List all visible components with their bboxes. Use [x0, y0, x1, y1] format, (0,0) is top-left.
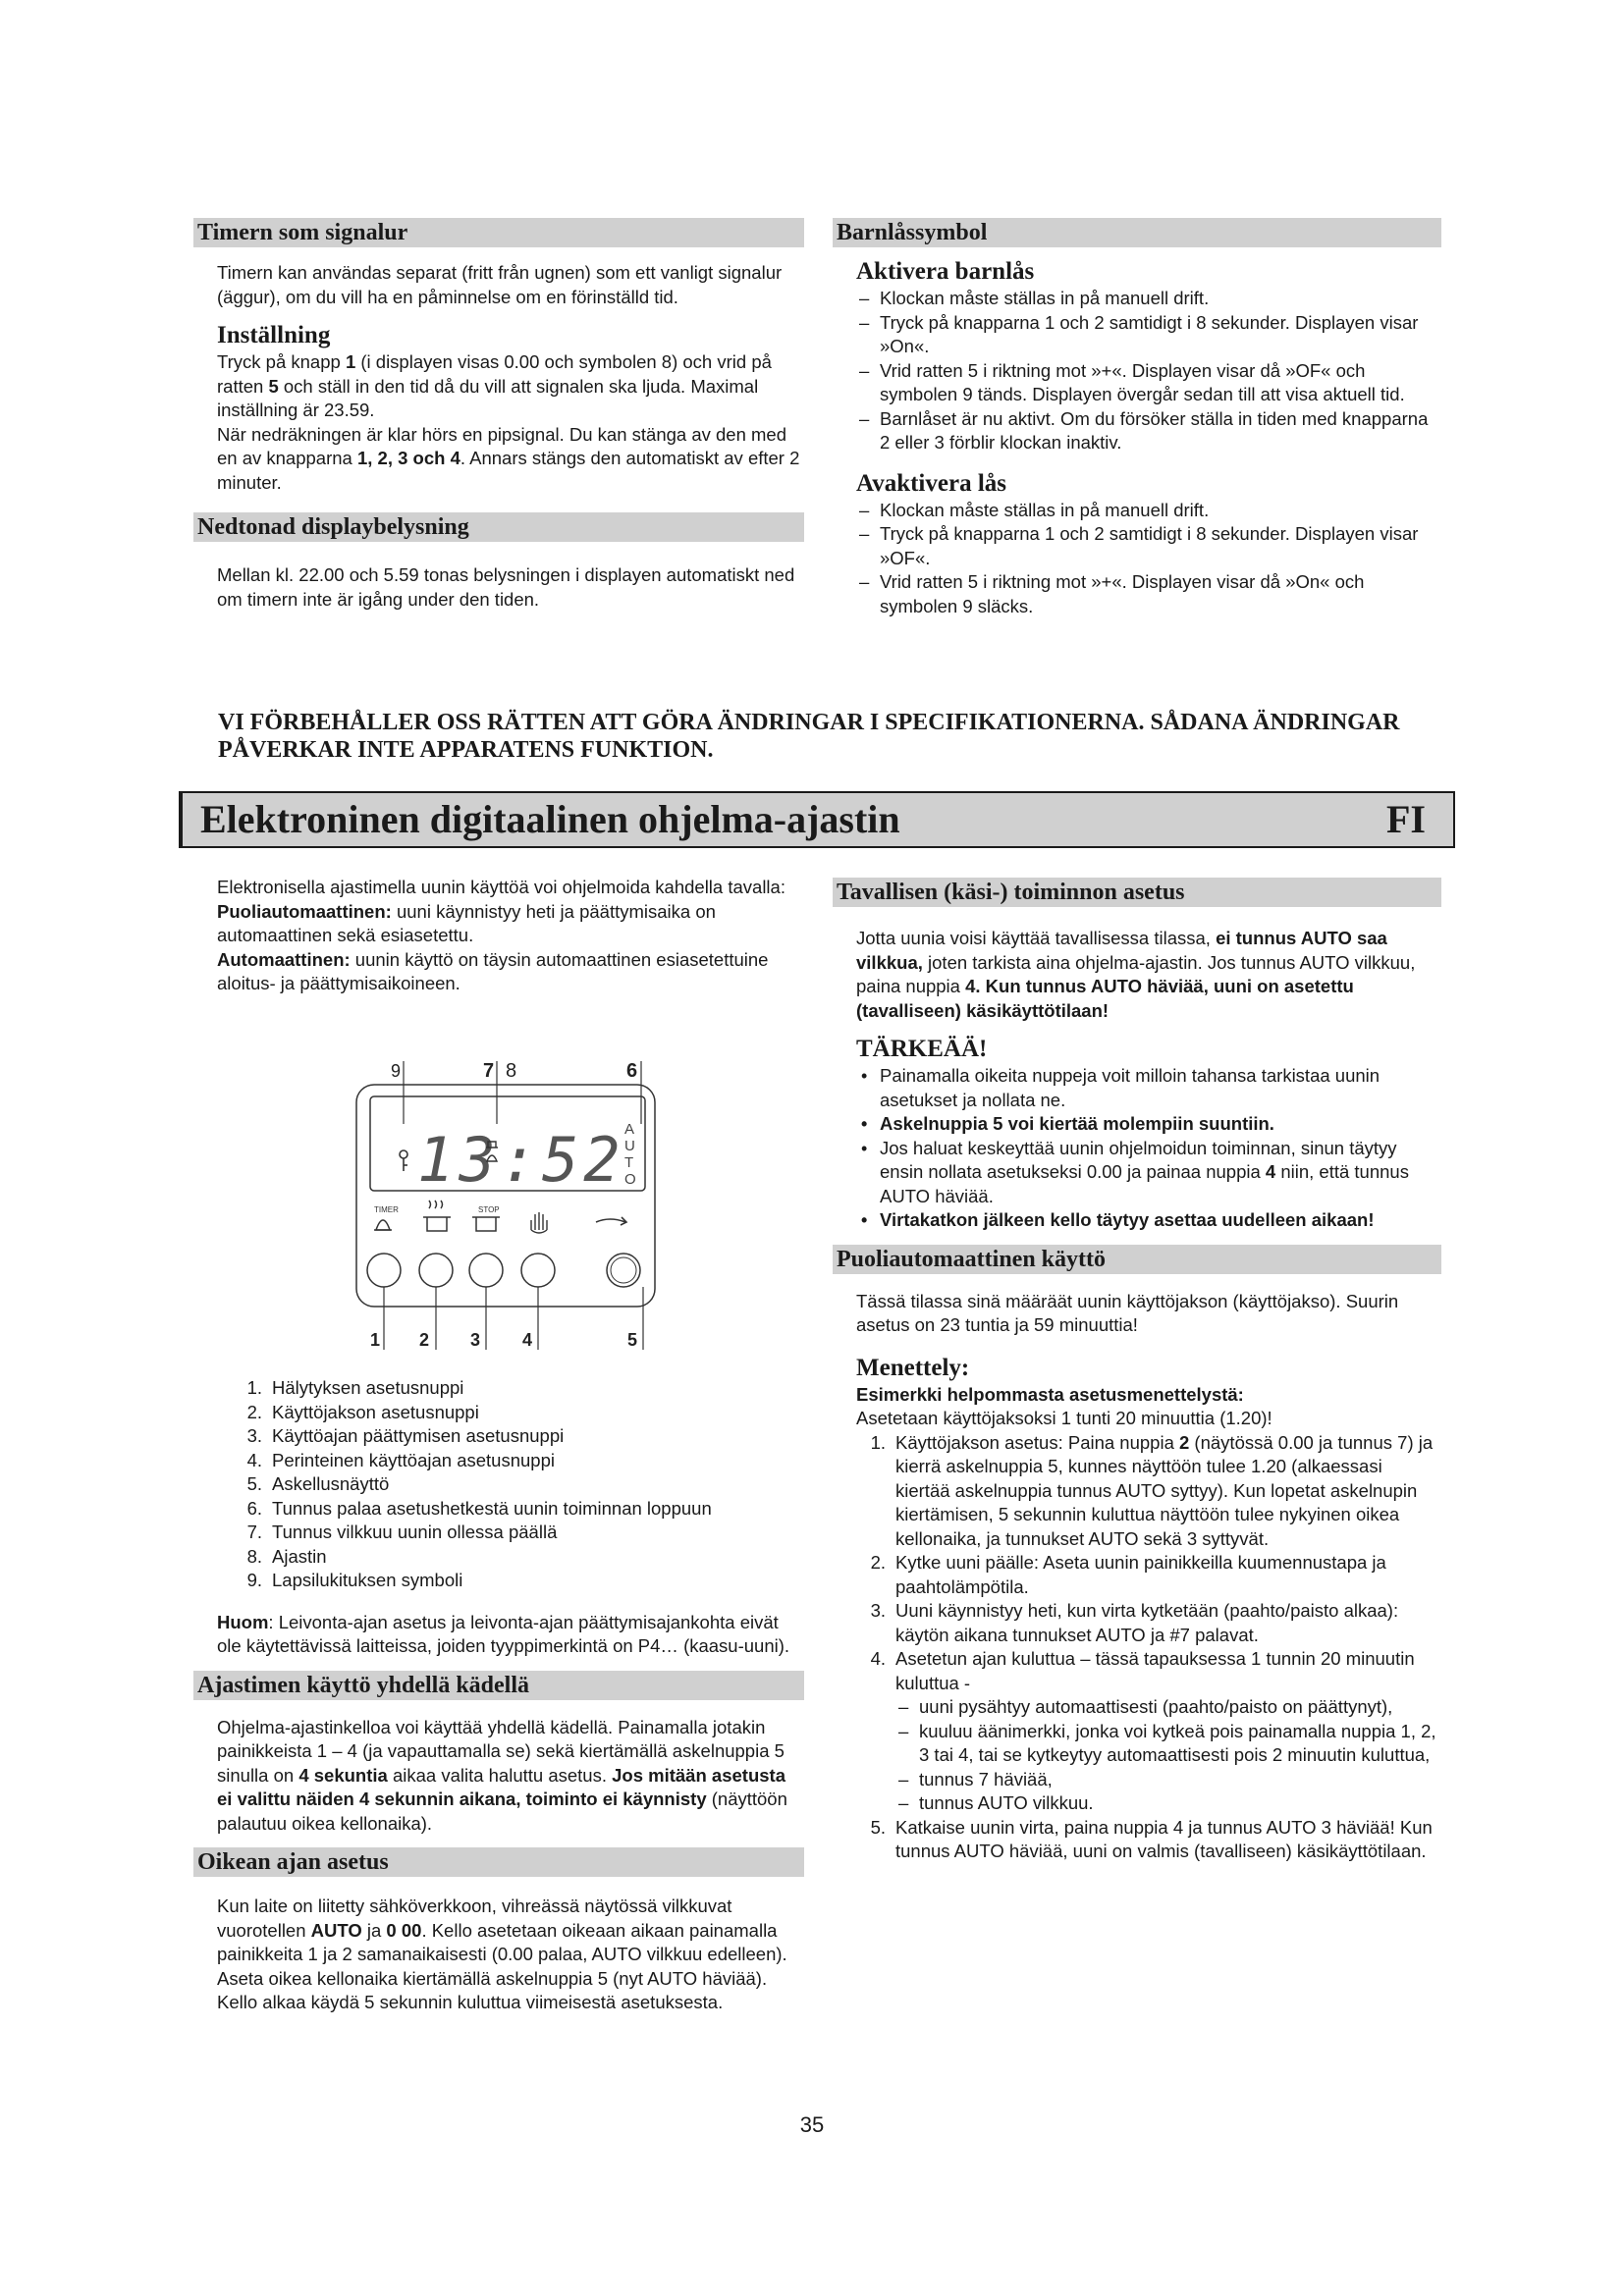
important-item: • Jos haluat keskeyttää uunin ohjelmoidun toiminnan, sinun täytyy ensin nollata asetukseksi 0.00 ja painaa nuppia 4 niin, että tunnus AUTO häviää. — [856, 1137, 1441, 1209]
setting-paragraph-1: Tryck på knapp 1 (i displayen visas 0.00 och symbolen 8) och vrid på ratten 5 och ställ in den tid då du vill att signalen ska ljuda. Maximal inställning är 23.59. — [217, 351, 772, 420]
diagram-label-2: 2 — [419, 1330, 430, 1350]
step4-subitem: – uuni pysähtyy automaattisesti (paahto/paisto on päättynyt), — [895, 1695, 1441, 1720]
control-panel-diagram — [349, 1055, 663, 1360]
manual-text: Jotta uunia voisi käyttää tavallisessa tilassa, ei tunnus AUTO saa vilkkua, joten tarkista aina ohjelma-ajastin. Jos tunnus AUTO vilkkuu, paina nuppia 4. Kun tunnus AUTO häviää, uuni on asetettu (tavalliseen) käsikäyttötilaan! — [856, 928, 1416, 1021]
activate-item: – Tryck på knapparna 1 och 2 samtidigt i 8 sekunder. Displayen visar »On«. — [856, 311, 1441, 359]
auto-letter: U — [624, 1138, 635, 1154]
key-icon — [400, 1150, 407, 1171]
specification-notice: VI FÖRBEHÅLLER OSS RÄTTEN ATT GÖRA ÄNDRINGAR I SPECIFIKATIONERNA. SÅDANA ÄNDRINGAR PÅVERKAR INTE APPARATENS FUNKTION. — [218, 710, 1400, 763]
section-heading-dimmed: Nedtonad displaybelysning — [193, 512, 804, 542]
sv-left-column — [193, 218, 804, 612]
activate-item: – Barnlåset är nu aktivt. Om du försöker ställa in tiden med knapparna 2 eller 3 förblir klockan inaktiv. — [856, 407, 1441, 455]
step4-subitem: – tunnus AUTO vilkkuu. — [895, 1791, 1441, 1816]
display-time: 13:52 — [417, 1124, 625, 1196]
legend-item: 3. Käyttöajan päättymisen asetusnuppi — [246, 1425, 565, 1446]
step-item: 4. Asetetun ajan kuluttua – tässä tapauksessa 1 tunnin 20 minuutin kuluttua - — [870, 1648, 1415, 1693]
step-item: 1. Käyttöjakson asetus: Paina nuppia 2 (näytössä 0.00 ja tunnus 7) ja kierrä askelnuppia 5, kunnes näyttöön tulee 1.20 (alkaessasi kiertää askelnuppia tunnus AUTO syttyy). Kun lopetat askelnupin kiertämisen, 5 sekunnin kuluttua näyttöön tulee nykyinen oikea kellonaika, ja tunnukset AUTO sekä 3 syttyvät. — [870, 1431, 1434, 1549]
timer-intro: Timern kan användas separat (fritt från ugnen) som ett vanligt signalur (äggur), om du vill ha en påminnelse om en förinställd tid. — [217, 262, 783, 307]
deactivate-item: – Tryck på knapparna 1 och 2 samtidigt i 8 sekunder. Displayen visar »OF«. — [856, 522, 1441, 570]
fi-intro-semi: Puoliautomaattinen: uuni käynnistyy heti ja päättymisaika on automaattinen sekä esiasetettu. — [217, 900, 716, 945]
page-number: 35 — [799, 2112, 825, 2137]
deactivate-heading: Avaktivera lås — [856, 469, 1006, 497]
section-heading-correcttime: Oikean ajan asetus — [193, 1847, 804, 1877]
legend-item: 6. Tunnus palaa asetushetkestä uunin toiminnan loppuun — [246, 1497, 712, 1519]
legend-item: 2. Käyttöjakson asetusnuppi — [246, 1401, 479, 1422]
alarm-bell-icon — [374, 1220, 392, 1230]
legend-item: 4. Perinteinen käyttöajan asetusnuppi — [246, 1449, 555, 1470]
correcttime-text: Kun laite on liitetty sähköverkkoon, vihreässä näytössä vilkkuvat vuorotellen AUTO ja 0 00. Kello asetetaan oikeaan aikaan painamalla painikkeita 1 ja 2 samanaikaisesti (0.00 palaa, AUTO vilkkuu edelleen). Aseta oikea kellonaika kiertämällä askelnuppia 5 (nyt AUTO häviää). Kello alkaa käydä 5 sekunnin kuluttua viimeisestä asetuksesta. — [217, 1896, 787, 2012]
cooking-end-icon — [472, 1217, 500, 1231]
section-heading-childlock: Barnlåssymbol — [833, 218, 1441, 247]
diagram-label-6: 6 — [626, 1060, 638, 1082]
auto-letter: A — [624, 1121, 635, 1138]
diagram-label-9: 9 — [391, 1061, 402, 1081]
step-knob-5[interactable] — [607, 1254, 640, 1287]
adjust-arrow-icon — [596, 1217, 626, 1225]
example-line: Asetetaan käyttöjaksoksi 1 tunti 20 minuuttia (1.20)! — [856, 1408, 1272, 1428]
step-item: 5. Katkaise uunin virta, paina nuppia 4 ja tunnus AUTO 3 häviää! Kun tunnus AUTO häviää, uuni on valmis (tavalliseen) käsikäyttötilaan. — [870, 1816, 1433, 1861]
stop-label: STOP — [478, 1205, 500, 1214]
language-code: FI — [1386, 797, 1426, 841]
onehand-text: Ohjelma-ajastinkelloa voi käyttää yhdellä kädellä. Painamalla jotakin painikkeista 1 – 4 (ja vapauttamalla se) sekä kiertämällä askelnuppia 5 sinulla on 4 sekuntia aikaa valita haluttu asetus. Jos mitään asetusta ei valittu näiden 4 sekunnin aikana, toiminto ei käynnisty (näyttöön palautuu oikea kellonaika). — [217, 1716, 787, 1834]
dimmed-text: Mellan kl. 22.00 och 5.59 tonas belysningen i displayen automatiskt ned om timern inte är igång under den tiden. — [217, 564, 795, 610]
deactivate-item: – Klockan måste ställas in på manuell drift. — [856, 499, 1441, 523]
deactivate-item: – Vrid ratten 5 i riktning mot »+«. Displayen visar då »On« och symbolen 9 släcks. — [856, 570, 1441, 618]
diagram-label-3: 3 — [470, 1330, 481, 1350]
button-4[interactable] — [521, 1254, 555, 1287]
fi-left-lower — [193, 1376, 804, 2015]
sv-right-column — [833, 218, 1441, 618]
step4-sublist — [856, 1695, 1441, 1816]
diagram-label-7: 7 — [483, 1060, 495, 1082]
example-heading: Esimerkki helpommasta asetusmenettelystä: — [856, 1383, 1244, 1405]
section-heading-semiauto: Puoliautomaattinen käyttö — [833, 1245, 1441, 1274]
timer-label: TIMER — [374, 1205, 399, 1214]
diagram-label-5: 5 — [627, 1330, 638, 1350]
fi-title-bar — [179, 791, 1455, 848]
manual-hand-icon — [531, 1212, 547, 1233]
note: Huom: Leivonta-ajan asetus ja leivonta-ajan päättymisajankohta eivät ole käytettävissä laitteissa, joiden tyyppimerkintä on P4… (kaasu-uuni). — [217, 1611, 790, 1656]
button-2[interactable] — [419, 1254, 453, 1287]
legend-item: 9. Lapsilukituksen symboli — [246, 1570, 463, 1590]
legend-item: 5. Askellusnäyttö — [246, 1473, 390, 1494]
important-item: • Virtakatkon jälkeen kello täytyy asettaa uudelleen aikaan! — [856, 1208, 1441, 1233]
fi-right-column — [833, 878, 1441, 1864]
section-heading-onehand: Ajastimen käyttö yhdellä kädellä — [193, 1671, 804, 1700]
cooking-duration-icon — [423, 1201, 451, 1231]
diagram-label-8: 8 — [506, 1060, 517, 1082]
semiauto-text: Tässä tilassa sinä määräät uunin käyttöjakson (käyttöjakso). Suurin asetus on 23 tuntia ja 59 minuuttia! — [856, 1290, 1399, 1335]
auto-letter: O — [624, 1171, 636, 1188]
step-item: 3. Uuni käynnistyy heti, kun virta kytketään (paahto/paisto alkaa): käytön aikana tunnukset AUTO ja #7 palavat. — [870, 1600, 1399, 1645]
fi-intro — [193, 876, 804, 996]
setting-paragraph-2: När nedräkningen är klar hörs en pipsignal. Du kan stänga av den med en av knapparna 1, 2, 3 och 4. Annars stängs den automatiskt av efter 2 minuter. — [217, 423, 800, 493]
activate-item: – Vrid ratten 5 i riktning mot »+«. Displayen visar då »OF« och symbolen 9 tänds. Displayen övergår sedan till att visa aktuell tid. — [856, 359, 1441, 407]
section-heading-manual: Tavallisen (käsi-) toiminnon asetus — [833, 878, 1441, 907]
important-item: • Painamalla oikeita nuppeja voit milloin tahansa tarkistaa uunin asetukset ja nollata ne. — [856, 1064, 1441, 1112]
fi-intro-text: Elektronisella ajastimella uunin käyttöä voi ohjelmoida kahdella tavalla: — [217, 877, 785, 897]
setting-heading: Inställning — [217, 322, 331, 348]
legend-item: 7. Tunnus vilkkuu uunin ollessa päällä — [246, 1522, 558, 1542]
step-item: 2. Kytke uuni päälle: Aseta uunin painikkeilla kuumennustapa ja paahtolämpötila. — [870, 1552, 1386, 1597]
fi-page-title: Elektroninen digitaalinen ohjelma-ajastin — [200, 797, 900, 841]
legend-item: 1. Hälytyksen asetusnuppi — [246, 1377, 464, 1398]
fi-intro-auto: Automaattinen: uunin käyttö on täysin automaattinen esiasetettuine aloitus- ja päättymisaikoineen. — [217, 948, 769, 993]
step4-subitem: – tunnus 7 häviää, — [895, 1768, 1441, 1792]
activate-heading: Aktivera barnlås — [856, 258, 1035, 285]
activate-item: – Klockan måste ställas in på manuell drift. — [856, 287, 1441, 311]
button-1[interactable] — [367, 1254, 401, 1287]
button-3[interactable] — [469, 1254, 503, 1287]
important-item: • Askelnuppia 5 voi kiertää molempiin suuntiin. — [856, 1112, 1441, 1137]
procedure-heading: Menettely: — [856, 1354, 970, 1381]
important-heading: TÄRKEÄÄ! — [856, 1036, 988, 1062]
step4-subitem: – kuuluu äänimerkki, jonka voi kytkeä pois painamalla nuppia 1, 2, 3 tai 4, tai se kytkeytyy automaattisesti pois 2 minuutin kuluttua, — [895, 1720, 1441, 1768]
auto-letter: T — [624, 1154, 634, 1171]
diagram-label-4: 4 — [522, 1330, 533, 1350]
legend-item: 8. Ajastin — [246, 1545, 327, 1567]
section-heading-timer: Timern som signalur — [193, 218, 804, 247]
diagram-label-1: 1 — [370, 1330, 381, 1350]
